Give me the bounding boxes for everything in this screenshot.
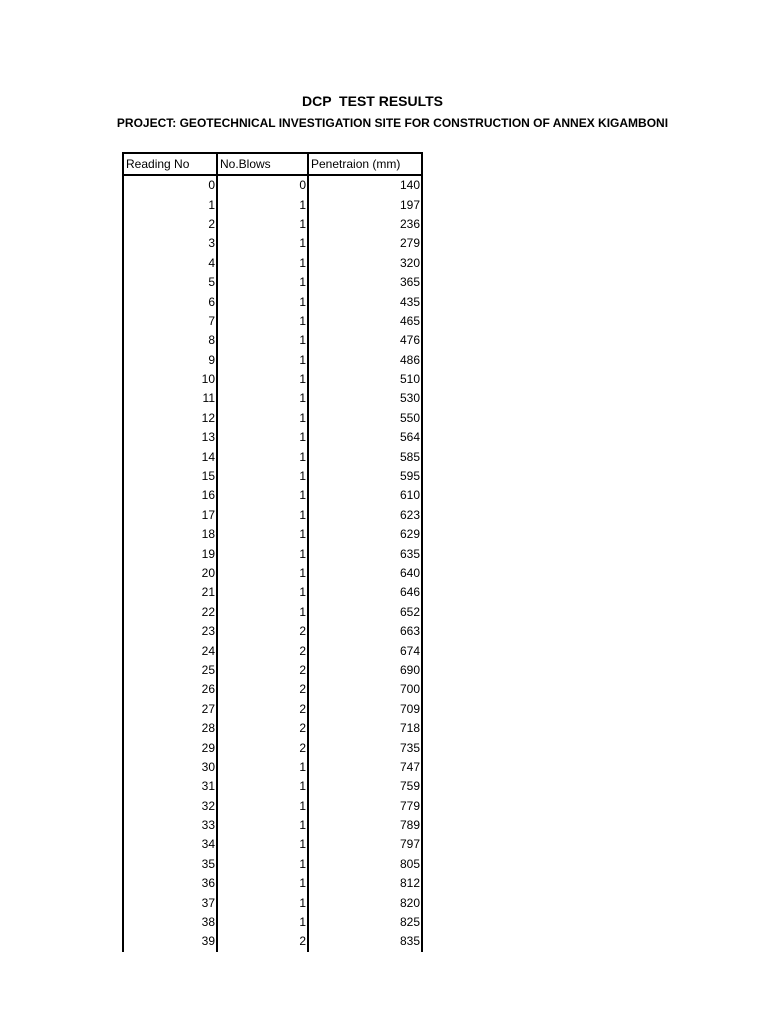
table-row xyxy=(123,719,422,738)
cell-no-blows: 1 xyxy=(217,370,308,389)
cell-no-blows: 1 xyxy=(217,486,308,505)
cell-no-blows: 1 xyxy=(217,273,308,292)
cell-penetration: 623 xyxy=(308,506,422,525)
table-row xyxy=(123,603,422,622)
header-reading-no: Reading No xyxy=(123,153,217,175)
cell-no-blows: 1 xyxy=(217,816,308,835)
cell-no-blows: 1 xyxy=(217,254,308,273)
cell-no-blows: 2 xyxy=(217,641,308,660)
table-row xyxy=(123,758,422,777)
cell-reading-no: 36 xyxy=(123,874,217,893)
cell-reading-no: 22 xyxy=(123,603,217,622)
cell-reading-no: 25 xyxy=(123,661,217,680)
cell-reading-no: 35 xyxy=(123,855,217,874)
table-row xyxy=(123,273,422,292)
cell-no-blows: 1 xyxy=(217,525,308,544)
table-row xyxy=(123,583,422,602)
table-row xyxy=(123,893,422,912)
header-no-blows: No.Blows xyxy=(217,153,308,175)
cell-reading-no: 20 xyxy=(123,564,217,583)
table-row xyxy=(123,797,422,816)
cell-penetration: 279 xyxy=(308,234,422,253)
cell-penetration: 825 xyxy=(308,913,422,932)
cell-reading-no: 23 xyxy=(123,622,217,641)
cell-penetration: 674 xyxy=(308,641,422,660)
cell-reading-no: 9 xyxy=(123,351,217,370)
cell-penetration: 476 xyxy=(308,331,422,350)
cell-penetration: 789 xyxy=(308,816,422,835)
table-row xyxy=(123,506,422,525)
cell-no-blows: 1 xyxy=(217,603,308,622)
cell-reading-no: 16 xyxy=(123,486,217,505)
cell-reading-no: 31 xyxy=(123,777,217,796)
table-row xyxy=(123,544,422,563)
cell-reading-no: 11 xyxy=(123,389,217,408)
cell-reading-no: 12 xyxy=(123,409,217,428)
table-row xyxy=(123,254,422,273)
cell-no-blows: 1 xyxy=(217,292,308,311)
cell-no-blows: 1 xyxy=(217,874,308,893)
cell-no-blows: 2 xyxy=(217,700,308,719)
cell-no-blows: 1 xyxy=(217,758,308,777)
table-row xyxy=(123,816,422,835)
cell-no-blows: 1 xyxy=(217,777,308,796)
cell-penetration: 530 xyxy=(308,389,422,408)
cell-penetration: 735 xyxy=(308,738,422,757)
cell-reading-no: 18 xyxy=(123,525,217,544)
table-row xyxy=(123,389,422,408)
table-row xyxy=(123,777,422,796)
cell-no-blows: 1 xyxy=(217,797,308,816)
cell-reading-no: 34 xyxy=(123,835,217,854)
cell-no-blows: 1 xyxy=(217,409,308,428)
table-row xyxy=(123,234,422,253)
table-row xyxy=(123,175,422,195)
cell-reading-no: 27 xyxy=(123,700,217,719)
header-penetration: Penetraion (mm) xyxy=(308,153,422,175)
cell-reading-no: 6 xyxy=(123,292,217,311)
cell-penetration: 797 xyxy=(308,835,422,854)
cell-penetration: 663 xyxy=(308,622,422,641)
table-row xyxy=(123,661,422,680)
cell-penetration: 585 xyxy=(308,447,422,466)
table-row xyxy=(123,622,422,641)
cell-penetration: 747 xyxy=(308,758,422,777)
cell-no-blows: 1 xyxy=(217,467,308,486)
cell-no-blows: 1 xyxy=(217,913,308,932)
table-row xyxy=(123,700,422,719)
table-header-row xyxy=(123,153,422,175)
cell-no-blows: 1 xyxy=(217,893,308,912)
cell-reading-no: 5 xyxy=(123,273,217,292)
table-row xyxy=(123,428,422,447)
cell-reading-no: 17 xyxy=(123,506,217,525)
cell-reading-no: 28 xyxy=(123,719,217,738)
cell-no-blows: 2 xyxy=(217,738,308,757)
cell-reading-no: 21 xyxy=(123,583,217,602)
cell-no-blows: 2 xyxy=(217,719,308,738)
cell-penetration: 486 xyxy=(308,351,422,370)
table-row xyxy=(123,292,422,311)
table-row xyxy=(123,370,422,389)
cell-reading-no: 8 xyxy=(123,331,217,350)
table-row xyxy=(123,467,422,486)
cell-reading-no: 24 xyxy=(123,641,217,660)
cell-penetration: 140 xyxy=(308,175,422,195)
cell-penetration: 236 xyxy=(308,215,422,234)
document-title: DCP TEST RESULTS xyxy=(301,93,444,109)
cell-no-blows: 2 xyxy=(217,680,308,699)
cell-penetration: 465 xyxy=(308,312,422,331)
table-row xyxy=(123,195,422,214)
cell-penetration: 510 xyxy=(308,370,422,389)
cell-penetration: 629 xyxy=(308,525,422,544)
cell-reading-no: 19 xyxy=(123,544,217,563)
table-row xyxy=(123,738,422,757)
cell-penetration: 779 xyxy=(308,797,422,816)
cell-reading-no: 32 xyxy=(123,797,217,816)
cell-no-blows: 0 xyxy=(217,175,308,195)
cell-reading-no: 33 xyxy=(123,816,217,835)
cell-reading-no: 26 xyxy=(123,680,217,699)
cell-no-blows: 1 xyxy=(217,389,308,408)
cell-no-blows: 2 xyxy=(217,661,308,680)
table-row xyxy=(123,525,422,544)
cell-reading-no: 1 xyxy=(123,195,217,214)
cell-no-blows: 1 xyxy=(217,215,308,234)
cell-penetration: 652 xyxy=(308,603,422,622)
cell-penetration: 564 xyxy=(308,428,422,447)
cell-no-blows: 1 xyxy=(217,428,308,447)
cell-penetration: 640 xyxy=(308,564,422,583)
cell-reading-no: 14 xyxy=(123,447,217,466)
table-row xyxy=(123,680,422,699)
cell-no-blows: 1 xyxy=(217,506,308,525)
cell-penetration: 550 xyxy=(308,409,422,428)
cell-reading-no: 7 xyxy=(123,312,217,331)
cell-no-blows: 1 xyxy=(217,351,308,370)
dcp-results-table xyxy=(122,152,423,952)
cell-penetration: 435 xyxy=(308,292,422,311)
cell-reading-no: 13 xyxy=(123,428,217,447)
table-row xyxy=(123,855,422,874)
table-body xyxy=(123,175,422,952)
cell-penetration: 718 xyxy=(308,719,422,738)
cell-penetration: 709 xyxy=(308,700,422,719)
project-subtitle: PROJECT: GEOTECHNICAL INVESTIGATION SITE FOR CONSTRUCTION OF ANNEX KIGAMBONI xyxy=(116,116,669,130)
cell-no-blows: 1 xyxy=(217,564,308,583)
table-row xyxy=(123,913,422,932)
cell-reading-no: 0 xyxy=(123,175,217,195)
cell-no-blows: 1 xyxy=(217,855,308,874)
cell-no-blows: 1 xyxy=(217,331,308,350)
cell-reading-no: 2 xyxy=(123,215,217,234)
cell-penetration: 365 xyxy=(308,273,422,292)
cell-reading-no: 3 xyxy=(123,234,217,253)
cell-reading-no: 30 xyxy=(123,758,217,777)
table-row xyxy=(123,409,422,428)
cell-penetration: 700 xyxy=(308,680,422,699)
cell-no-blows: 2 xyxy=(217,622,308,641)
cell-no-blows: 1 xyxy=(217,312,308,331)
cell-penetration: 595 xyxy=(308,467,422,486)
cell-reading-no: 15 xyxy=(123,467,217,486)
cell-penetration: 759 xyxy=(308,777,422,796)
cell-no-blows: 1 xyxy=(217,583,308,602)
cell-no-blows: 1 xyxy=(217,544,308,563)
cell-no-blows: 1 xyxy=(217,447,308,466)
table-row xyxy=(123,835,422,854)
cell-no-blows: 1 xyxy=(217,234,308,253)
cell-penetration: 320 xyxy=(308,254,422,273)
cell-reading-no: 37 xyxy=(123,893,217,912)
table-row xyxy=(123,331,422,350)
cell-reading-no: 39 xyxy=(123,932,217,951)
cell-penetration: 690 xyxy=(308,661,422,680)
cell-penetration: 805 xyxy=(308,855,422,874)
cell-penetration: 610 xyxy=(308,486,422,505)
cell-no-blows: 1 xyxy=(217,835,308,854)
table-row xyxy=(123,641,422,660)
cell-penetration: 197 xyxy=(308,195,422,214)
table-row xyxy=(123,932,422,951)
table-row xyxy=(123,874,422,893)
cell-reading-no: 10 xyxy=(123,370,217,389)
table-row xyxy=(123,486,422,505)
table-row xyxy=(123,312,422,331)
cell-penetration: 820 xyxy=(308,893,422,912)
cell-reading-no: 38 xyxy=(123,913,217,932)
cell-penetration: 635 xyxy=(308,544,422,563)
cell-no-blows: 2 xyxy=(217,932,308,951)
table-row xyxy=(123,447,422,466)
cell-reading-no: 4 xyxy=(123,254,217,273)
table-row xyxy=(123,215,422,234)
cell-penetration: 835 xyxy=(308,932,422,951)
cell-no-blows: 1 xyxy=(217,195,308,214)
table-row xyxy=(123,351,422,370)
cell-penetration: 646 xyxy=(308,583,422,602)
table-row xyxy=(123,564,422,583)
cell-penetration: 812 xyxy=(308,874,422,893)
cell-reading-no: 29 xyxy=(123,738,217,757)
